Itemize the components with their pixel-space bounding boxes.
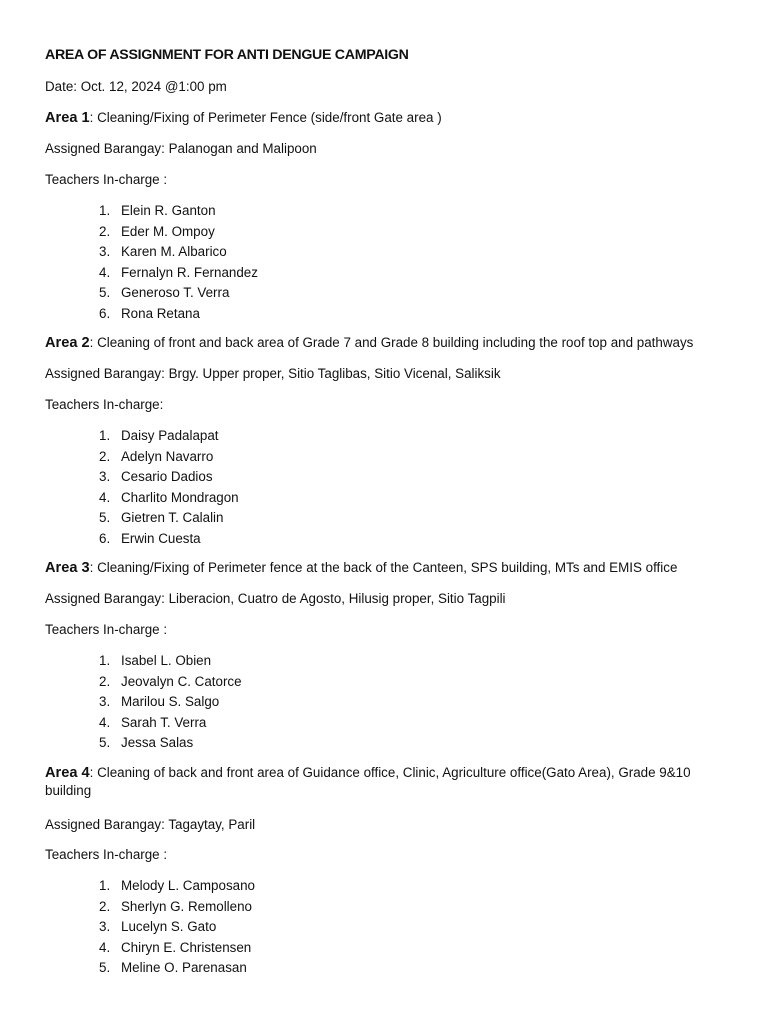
area-1-teacher-list — [99, 201, 258, 324]
list-item: 2. Sherlyn G. Remolleno — [99, 898, 252, 914]
list-item: 6. Erwin Cuesta — [99, 530, 201, 546]
list-item: 5. Generoso T. Verra — [99, 285, 230, 300]
list-item: 1. Daisy Padalapat — [99, 428, 219, 443]
area-4-teachers-label: Teachers In-charge : — [45, 847, 168, 862]
list-item: 3. Marilou S. Salgo — [99, 694, 220, 709]
area-3-heading — [45, 559, 725, 577]
area-3-teachers-label: Teachers In-charge : — [45, 622, 168, 637]
area-1-barangay: Assigned Barangay: Palanogan and Malipoon — [45, 141, 317, 156]
area-4-heading — [45, 764, 725, 800]
list-item: 5. Meline O. Parenasan — [99, 960, 247, 975]
list-item: 3. Karen M. Albarico — [99, 244, 227, 259]
document-date: Date: Oct. 12, 2024 @1:00 pm — [45, 79, 227, 94]
area-4-description: : Cleaning of back and front area of Guidance office, Clinic, Agriculture office(Gato Area), Grade 9&10 building — [45, 765, 691, 798]
list-item: 1. Melody L. Camposano — [99, 878, 255, 893]
list-item: 4. Sarah T. Verra — [99, 714, 207, 730]
list-item: 3. Lucelyn S. Gato — [99, 919, 217, 934]
area-2-teachers-label: Teachers In-charge: — [45, 397, 164, 412]
area-4-teacher-list — [99, 876, 255, 979]
area-4-barangay: Assigned Barangay: Tagaytay, Paril — [45, 817, 256, 832]
list-item: 1. Isabel L. Obien — [99, 653, 212, 668]
area-1-description: : Cleaning/Fixing of Perimeter Fence (side/front Gate area ) — [89, 110, 442, 125]
area-3-teacher-list — [99, 651, 242, 754]
area-2-heading — [45, 334, 725, 352]
list-item: 2. Eder M. Ompoy — [99, 223, 215, 239]
list-item: 2. Adelyn Navarro — [99, 448, 214, 464]
area-1-heading — [45, 109, 725, 127]
area-1-teachers-label: Teachers In-charge : — [45, 172, 168, 187]
area-3-description: : Cleaning/Fixing of Perimeter fence at the back of the Canteen, SPS building, MTs and EMIS office — [89, 560, 678, 575]
list-item: 2. Jeovalyn C. Catorce — [99, 673, 242, 689]
list-item: 4. Chiryn E. Christensen — [99, 939, 252, 955]
document-title: AREA OF ASSIGNMENT FOR ANTI DENGUE CAMPAIGN — [45, 47, 409, 63]
list-item: 4. Fernalyn R. Fernandez — [99, 264, 258, 280]
area-3-barangay: Assigned Barangay: Liberacion, Cuatro de Agosto, Hilusig proper, Sitio Tagpili — [45, 591, 506, 606]
list-item: 4. Charlito Mondragon — [99, 489, 239, 505]
area-3-label: Area 3 — [45, 560, 90, 576]
area-2-teacher-list — [99, 426, 239, 549]
list-item: 6. Rona Retana — [99, 305, 200, 321]
area-1-label: Area 1 — [45, 110, 90, 126]
list-item: 1. Elein R. Ganton — [99, 203, 216, 218]
list-item: 5. Gietren T. Calalin — [99, 510, 224, 525]
area-4-label: Area 4 — [45, 765, 90, 781]
area-2-description: : Cleaning of front and back area of Grade 7 and Grade 8 building including the roof top and pathways — [89, 335, 694, 350]
list-item: 5. Jessa Salas — [99, 735, 194, 750]
area-2-barangay: Assigned Barangay: Brgy. Upper proper, Sitio Taglibas, Sitio Vicenal, Saliksik — [45, 366, 501, 381]
list-item: 3. Cesario Dadios — [99, 469, 213, 484]
area-2-label: Area 2 — [45, 335, 90, 351]
